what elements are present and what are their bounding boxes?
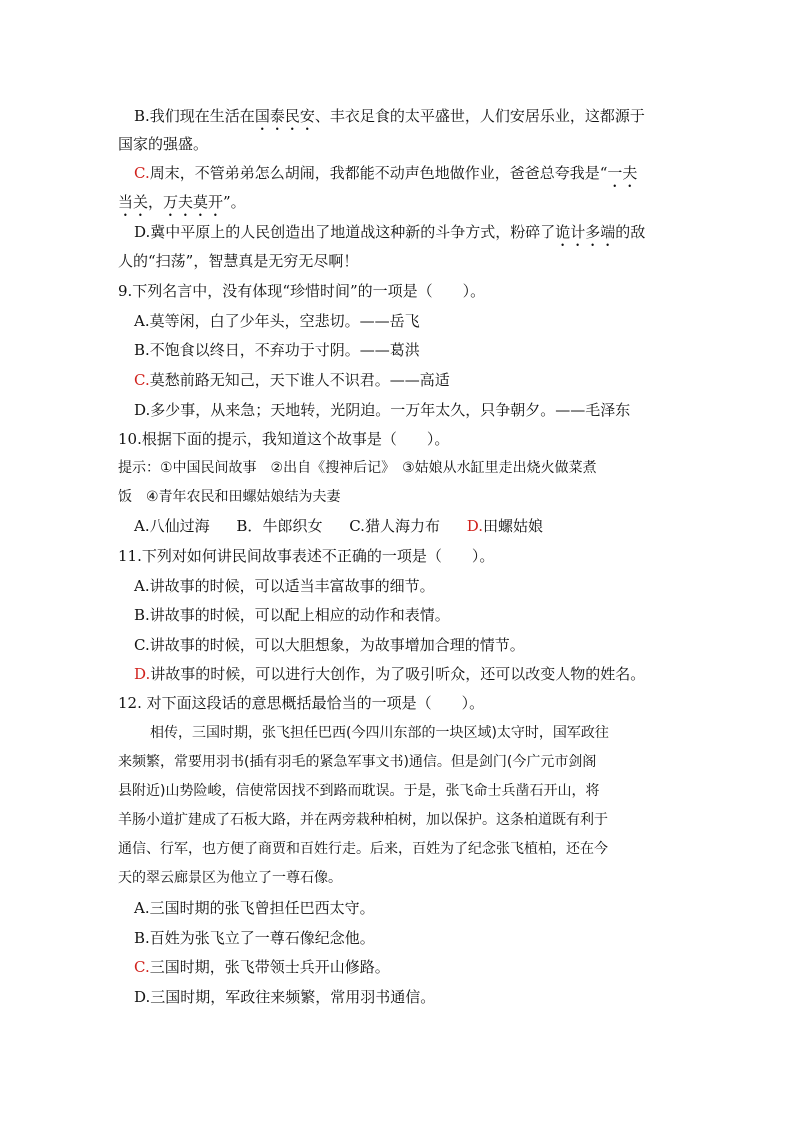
- q12-passage-line: 相传，三国时期，张飞担任巴西(今四川东部的一块区域)太守时，国军政往: [150, 725, 609, 741]
- q11-option-d: D.讲故事的时候，可以进行大创作，为了吸引听众，还可以改变人物的姓名。: [134, 665, 646, 683]
- answer-label: D.: [466, 517, 484, 535]
- q8-option-b-line1: B.我们现在生活在国泰民安、丰衣足食的太平盛世，人们安居乐业，这都源于: [134, 107, 645, 125]
- q8-option-c-line1: C.周末，不管弟弟怎么胡闹，我都能不动声色地做作业，爸爸总夸我是“一夫: [134, 164, 638, 182]
- q8-option-b-line2: 国家的强盛。: [118, 135, 209, 153]
- q9-option-b: B.不饱食以终日，不弃功于寸阴。——葛洪: [134, 341, 420, 359]
- q9-option-a: A.莫等闲，白了少年头，空悲切。——岳飞: [134, 312, 420, 330]
- dotted-word: 国泰民安: [254, 107, 315, 125]
- q12-option-d: D.三国时期，军政往来频繁，常用羽书通信。: [134, 988, 436, 1006]
- q10-hint-line2: 饭 ④青年农民和田螺姑娘结为夫妻: [118, 489, 341, 505]
- q8-option-c-label: C.: [134, 164, 150, 182]
- q9-question: 9.下列名言中，没有体现“珍惜时间”的一项是（ ）。: [118, 282, 486, 300]
- q12-option-c: C.三国时期，张飞带领士兵开山修路。: [134, 958, 390, 976]
- q10-option-d: D.田螺姑娘: [466, 517, 544, 535]
- q10-option-a: A.八仙过海: [134, 517, 210, 535]
- dotted-word: 一夫: [607, 164, 638, 182]
- q12-passage-line: 天的翠云廊景区为他立了一尊石像。: [118, 870, 342, 886]
- dotted-word: 诡计多端: [555, 223, 616, 241]
- q10-hint-line1: 提示：①中国民间故事 ②出自《搜神后记》 ③姑娘从水缸里走出烧火做菜煮: [118, 460, 597, 476]
- q9-option-d: D.多少事，从来急；天地转，光阴迫。一万年太久，只争朝夕。——毛泽东: [134, 401, 631, 419]
- q9-option-c: C.莫愁前路无知己，天下谁人不识君。——高适: [134, 371, 450, 389]
- q11-question: 11.下列对如何讲民间故事表述不正确的一项是（ ）。: [118, 547, 495, 565]
- q8-option-d-label: D.: [134, 223, 151, 241]
- q12-passage-line: 县附近)山势险峻，信使常因找不到路而耽误。于是，张飞命士兵凿石开山，将: [118, 783, 600, 799]
- q8-option-d-line1: D.冀中平原上的人民创造出了地道战这种新的斗争方式，粉碎了诡计多端的敌: [134, 223, 646, 241]
- answer-label: C.: [134, 958, 150, 976]
- q10-option-c: C.猎人海力布: [349, 517, 440, 535]
- q10-option-b: B．牛郎织女: [236, 517, 323, 535]
- q11-option-a: A.讲故事的时候，可以适当丰富故事的细节。: [134, 577, 435, 595]
- q11-option-c: C.讲故事的时候，可以大胆想象，为故事增加合理的情节。: [134, 636, 525, 654]
- dotted-word: 当关，万夫莫开: [118, 193, 224, 211]
- q8-option-d-line2: 人的“扫荡”，智慧真是无穷无尽啊！: [118, 252, 359, 270]
- answer-label: C.: [134, 371, 150, 389]
- q11-option-b: B.讲故事的时候，可以配上相应的动作和表情。: [134, 606, 450, 624]
- q12-option-b: B.百姓为张飞立了一尊石像纪念他。: [134, 929, 375, 947]
- q8-option-b-label: B.: [134, 107, 150, 125]
- q8-option-c-line2: 当关，万夫莫开”。: [118, 193, 246, 211]
- q12-passage-line: 通信、行军，也方便了商贾和百姓行走。后来，百姓为了纪念张飞植柏，还在今: [118, 841, 608, 857]
- q10-options: [134, 516, 543, 536]
- answer-label: D.: [134, 665, 151, 683]
- q12-passage-line: 羊肠小道扩建成了石板大路，并在两旁栽种柏树，加以保护。这条柏道既有利于: [118, 812, 608, 828]
- q10-question: 10.根据下面的提示，我知道这个故事是（ ）。: [118, 430, 450, 448]
- q12-passage-line: 来频繁，常要用羽书(插有羽毛的紧急军事文书)通信。但是剑门(今广元市剑阁: [118, 754, 597, 770]
- q12-question: 12. 对下面这段话的意思概括最恰当的一项是（ ）。: [118, 694, 485, 712]
- q12-option-a: A.三国时期的张飞曾担任巴西太守。: [134, 899, 375, 917]
